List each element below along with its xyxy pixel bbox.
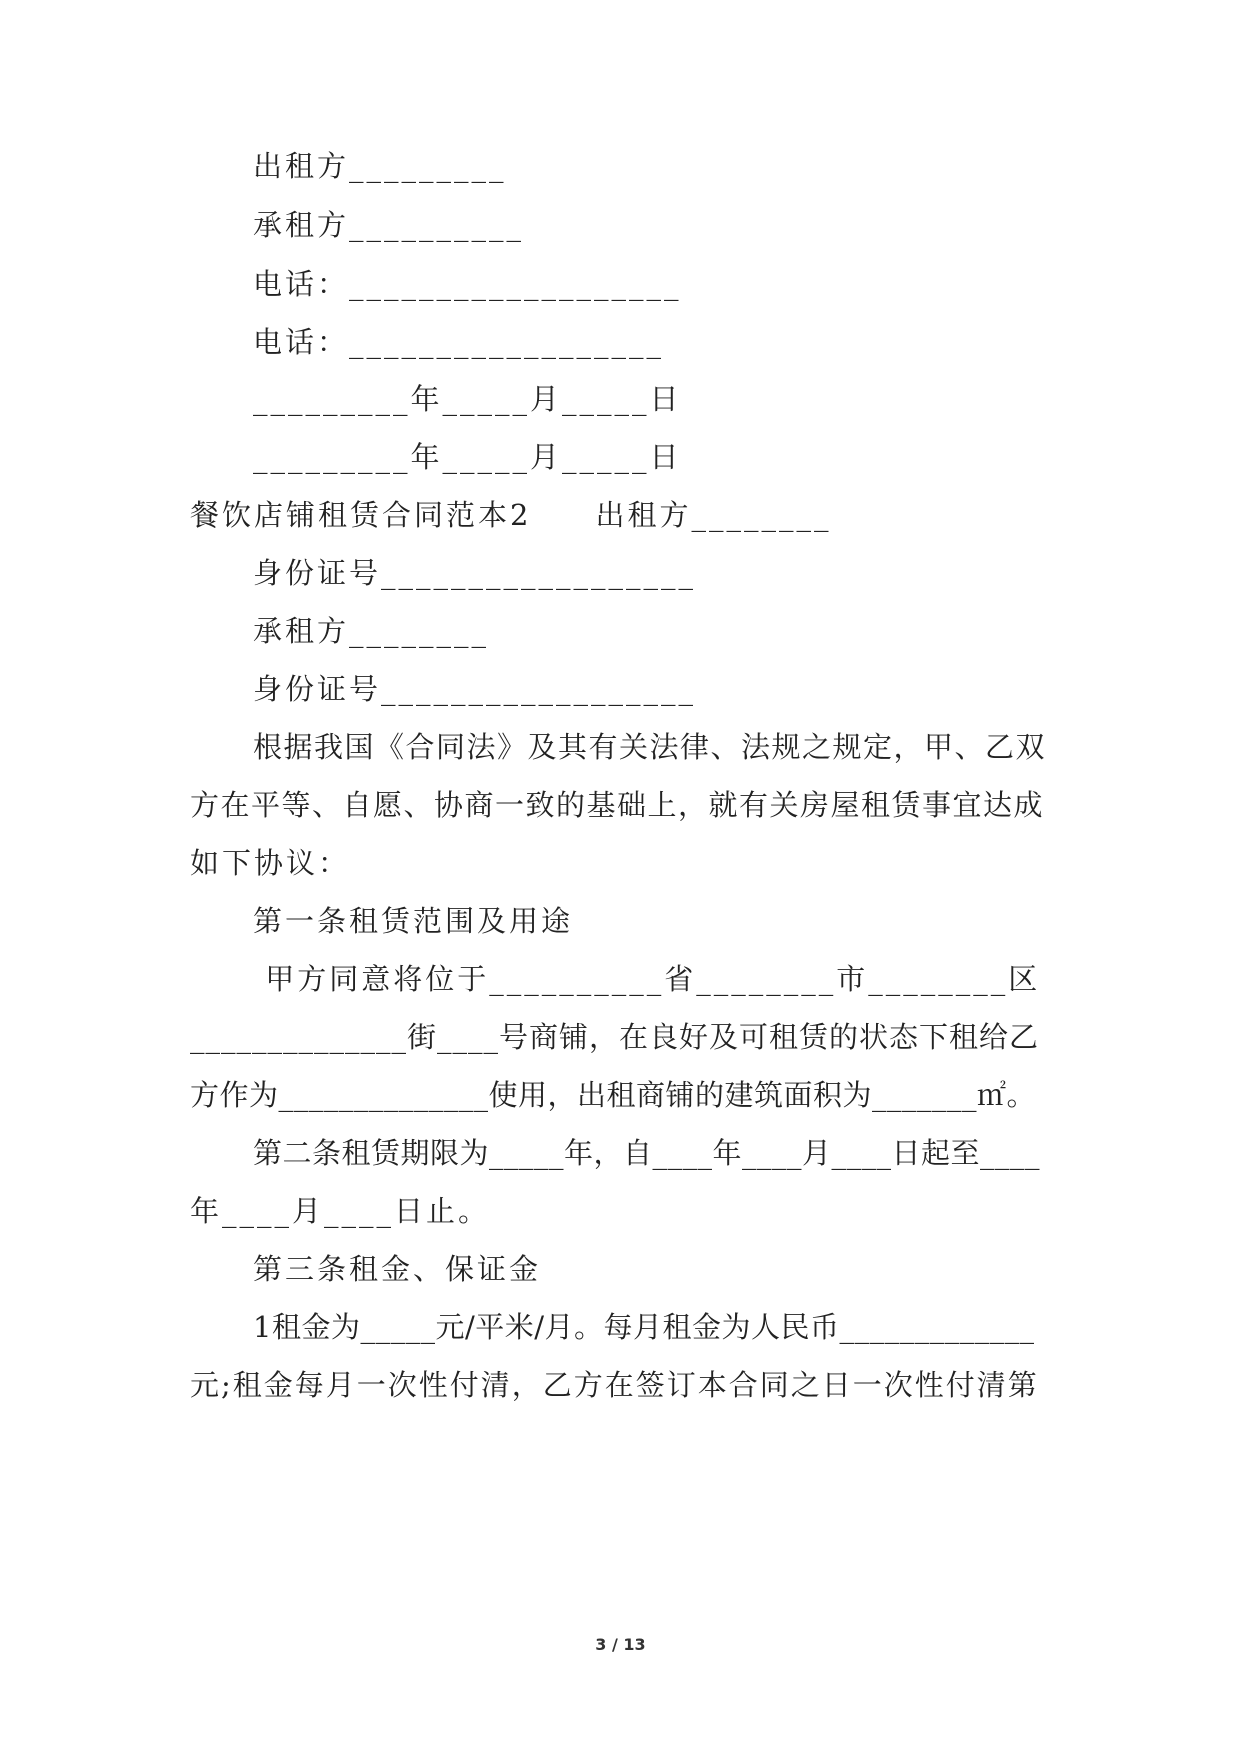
page-number: 3 / 13 bbox=[595, 1635, 646, 1654]
paragraph-line: 甲方同意将位于__________省________市________区 bbox=[253, 962, 1041, 996]
article-heading: 第三条租金、保证金 bbox=[253, 1252, 542, 1286]
paragraph-line: 第二条租赁期限为_____年，自____年____月____日起至____ bbox=[253, 1136, 1041, 1170]
paragraph-line: 1租金为_____元/平米/月。每月租金为人民币_____________ bbox=[253, 1310, 1035, 1344]
phone-line: 电话：__________________ bbox=[253, 325, 665, 359]
contract-title-line: 餐饮店铺租赁合同范本2 出租方________ bbox=[190, 498, 832, 532]
lessee-line: 承租方__________ bbox=[253, 208, 525, 242]
date-line: _________年_____月_____日 bbox=[253, 382, 682, 416]
id-number-line: 身份证号__________________ bbox=[253, 672, 697, 706]
lessor-line: 出租方_________ bbox=[253, 149, 507, 183]
paragraph-line: 方作为______________使用，出租商铺的建筑面积为_______㎡。 bbox=[190, 1078, 1037, 1112]
paragraph-line: ______________街____号商铺，在良好及可租赁的状态下租给乙 bbox=[190, 1020, 1040, 1054]
lessee-line: 承租方________ bbox=[253, 614, 490, 648]
paragraph-line: 元;租金每月一次性付清，乙方在签订本合同之日一次性付清第 bbox=[190, 1368, 1039, 1402]
date-line: _________年_____月_____日 bbox=[253, 440, 682, 474]
phone-line: 电话：___________________ bbox=[253, 267, 682, 301]
id-number-line: 身份证号__________________ bbox=[253, 556, 697, 590]
paragraph-line: 方在平等、自愿、协商一致的基础上，就有关房屋租赁事宜达成 bbox=[190, 788, 1045, 822]
paragraph-line: 如下协议： bbox=[190, 846, 351, 880]
paragraph-line: 根据我国《合同法》及其有关法律、法规之规定，甲、乙双 bbox=[253, 730, 1047, 764]
paragraph-line: 年____月____日止。 bbox=[190, 1194, 491, 1228]
article-heading: 第一条租赁范围及用途 bbox=[253, 904, 574, 938]
